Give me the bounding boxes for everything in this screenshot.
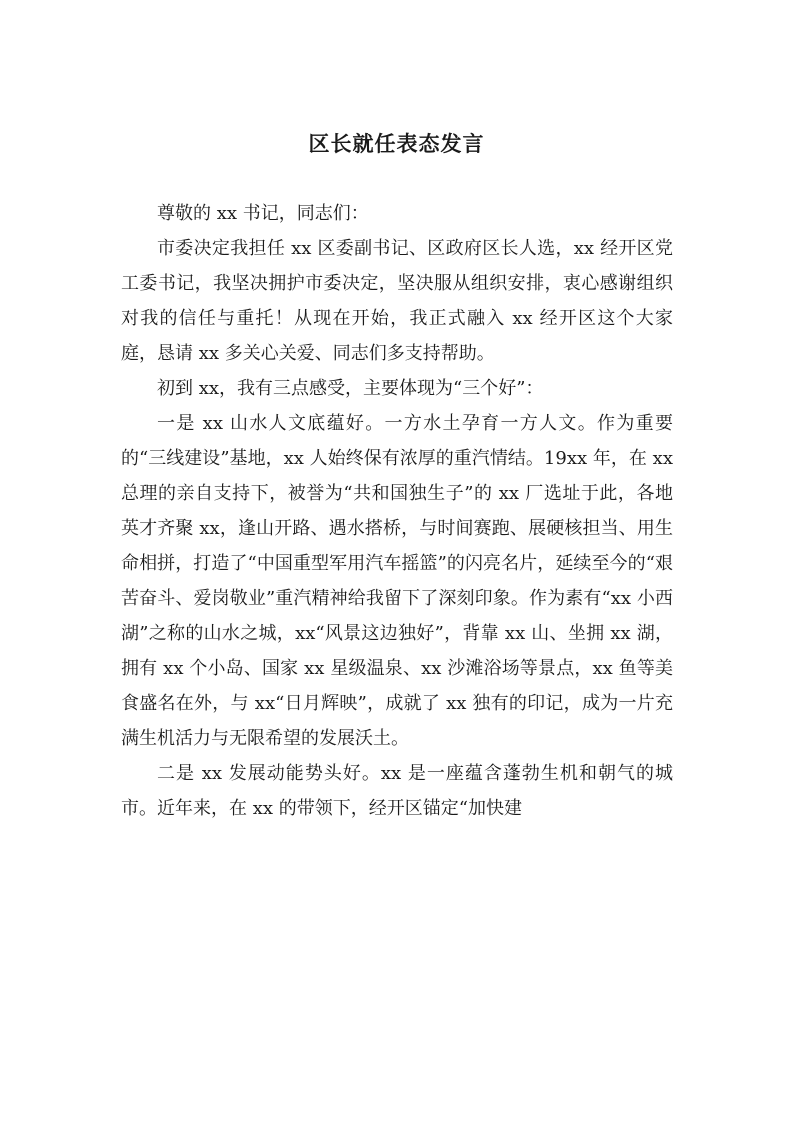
paragraph-first-feeling: 一是 xx 山水人文底蕴好。一方水土孕育一方人文。作为重要的“三线建设”基地，xx 人始终保有浓厚的重汽情结。19xx 年，在 xx 总理的亲自支持下，被誉为“共和国独生子”的 xx 厂选址于此，各地英才齐聚 xx，逢山开路、遇水搭桥，与时间赛跑、展硬核担当、用生命相拼，打造了“中国重型军用汽车摇篮”的闪亮名片，延续至今的“艰苦奋斗、爱岗敬业”重汽精神给我留下了深刻印象。作为素有“xx 小西湖”之称的山水之城，xx“风景这边独好”，背靠 xx 山、坐拥 xx 湖，拥有 xx 个小岛、国家 xx 星级温泉、xx 沙滩浴场等景点，xx 鱼等美食盛名在外，与 xx“日月辉映”，成就了 xx 独有的印记，成为一片充满生机活力与无限希望的发展沃土。: [121, 413, 673, 749]
document-body: [121, 196, 673, 826]
document-title: 区长就任表态发言: [308, 131, 485, 156]
salutation: 尊敬的 xx 书记，同志们：: [157, 203, 369, 224]
paragraph-second-feeling: 二是 xx 发展动能势头好。xx 是一座蕴含蓬勃生机和朝气的城市。近年来，在 xx 的带领下，经开区锚定“加快建: [121, 763, 673, 819]
paragraph-appointment: 市委决定我担任 xx 区委副书记、区政府区长人选，xx 经开区党工委书记，我坚决拥护市委决定，坚决服从组织安排，衷心感谢组织对我的信任与重托！从现在开始，我正式融入 xx 经开区这个大家庭，恳请 xx 多关心关爱、同志们多支持帮助。: [121, 238, 673, 364]
paragraph-three-feelings: 初到 xx，我有三点感受，主要体现为“三个好”：: [157, 378, 544, 399]
